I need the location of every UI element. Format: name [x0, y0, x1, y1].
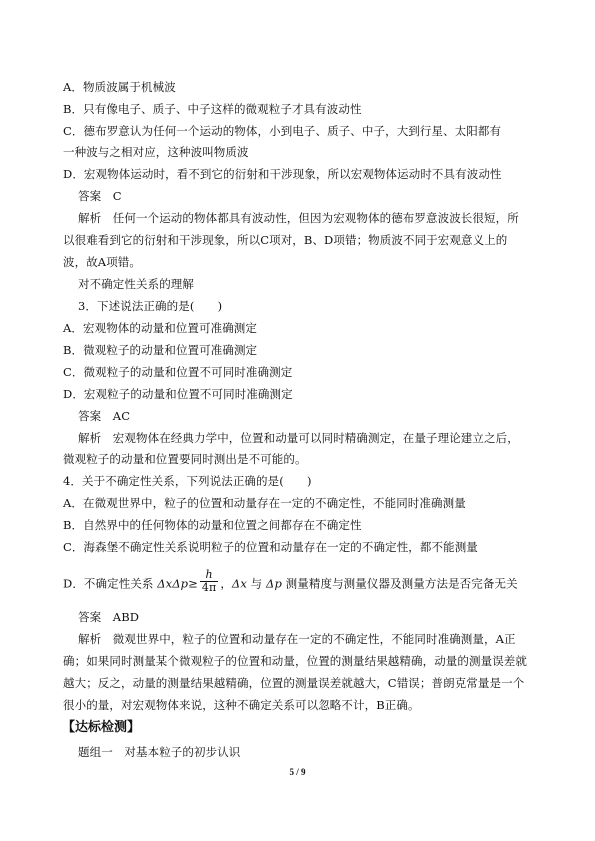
formula-sep: ，	[220, 576, 232, 591]
page-number: 5 / 9	[289, 767, 306, 777]
formula-prefix: D．不确定性关系	[63, 576, 158, 591]
question-3: 3．下述说法正确的是( )	[78, 299, 223, 313]
q4-explanation-cont-3: 很小的量，对宏观物体来说，这种不确定关系可以忽略不计，B正确。	[63, 698, 420, 712]
q3-answer: 答案 AC	[78, 409, 131, 423]
q4-option-c: C．海森堡不确定性关系说明粒子的位置和动量存在一定的不确定性，都不能测量	[63, 540, 478, 554]
explanation-end: 波，故A项错。	[63, 255, 142, 269]
option-d: D．宏观物体运动时，看不到它的衍射和干涉现象，所以宏观物体运动时不具有波动性	[63, 167, 502, 181]
formula-denominator: 4π	[201, 581, 217, 594]
explanation: 解析 任何一个运动的物体都具有波动性，但因为宏观物体的德布罗意波波长很短，所	[78, 211, 519, 225]
formula-fraction	[200, 569, 218, 594]
formula-numerator: h	[200, 569, 218, 582]
q4-option-a: A．在微观世界中，粒子的位置和动量存在一定的不确定性，不能同时准确测量	[63, 496, 466, 510]
q3-option-a: A．宏观物体的动量和位置可准确测定	[63, 321, 258, 335]
group-title: 题组一 对基本粒子的初步认识	[78, 745, 241, 759]
option-c-cont: 一种波与之相对应，这种波叫物质波	[63, 145, 249, 159]
section-heading: 【达标检测】	[62, 720, 141, 735]
option-a: A．物质波属于机械波	[63, 80, 176, 94]
q4-option-b: B．自然界中的任何物体的动量和位置之间都存在不确定性	[63, 518, 362, 532]
formula-suffix: 测量精度与测量仪器及测量方法是否完备无关	[281, 576, 518, 591]
q3-explanation: 解析 宏观物体在经典力学中，位置和动量可以同时精确测定，在量子理论建立之后，	[78, 431, 519, 445]
formula-var2: Δp	[266, 576, 282, 591]
q3-option-b: B．微观粒子的动量和位置可准确测定	[63, 343, 258, 357]
option-c: C．德布罗意认为任何一个运动的物体，小到电子、质子、中子，大到行星、太阳都有	[63, 124, 502, 138]
q4-answer: 答案 ABD	[78, 610, 140, 624]
formula-mid: 与	[246, 576, 267, 591]
q4-explanation-cont-2: 越大；反之，动量的测量结果越精确，位置的测量误差就越大，C错误；普朗克常量是一个	[63, 676, 525, 690]
formula-lhs: ΔxΔp≥	[157, 576, 198, 591]
q4-option-d	[63, 568, 518, 597]
q3-option-d: D．宏观粒子的动量和位置不可同时准确测定	[63, 387, 293, 401]
q3-explanation-cont: 微观粒子的动量和位置要同时测出是不可能的。	[63, 452, 307, 466]
topic-heading: 对不确定性关系的理解	[78, 277, 194, 291]
q4-explanation-cont-1: 确；如果同时测量某个微观粒子的位置和动量，位置的测量结果越精确，动量的测量误差就	[63, 654, 527, 668]
formula-var1: Δx	[231, 576, 247, 591]
q3-option-c: C．微观粒子的动量和位置不可同时准确测定	[63, 365, 293, 379]
option-b: B．只有像电子、质子、中子这样的微观粒子才具有波动性	[63, 102, 362, 116]
explanation-cont: 以很难看到它的衍射和干涉现象，所以C项对，B、D项错；物质波不同于宏观意义上的	[63, 233, 508, 247]
q4-explanation: 解析 微观世界中，粒子的位置和动量存在一定的不确定性，不能同时准确测量，A正	[78, 632, 516, 646]
answer-label: 答案 C	[78, 189, 122, 203]
question-4: 4．关于不确定性关系，下列说法正确的是( )	[63, 474, 312, 488]
